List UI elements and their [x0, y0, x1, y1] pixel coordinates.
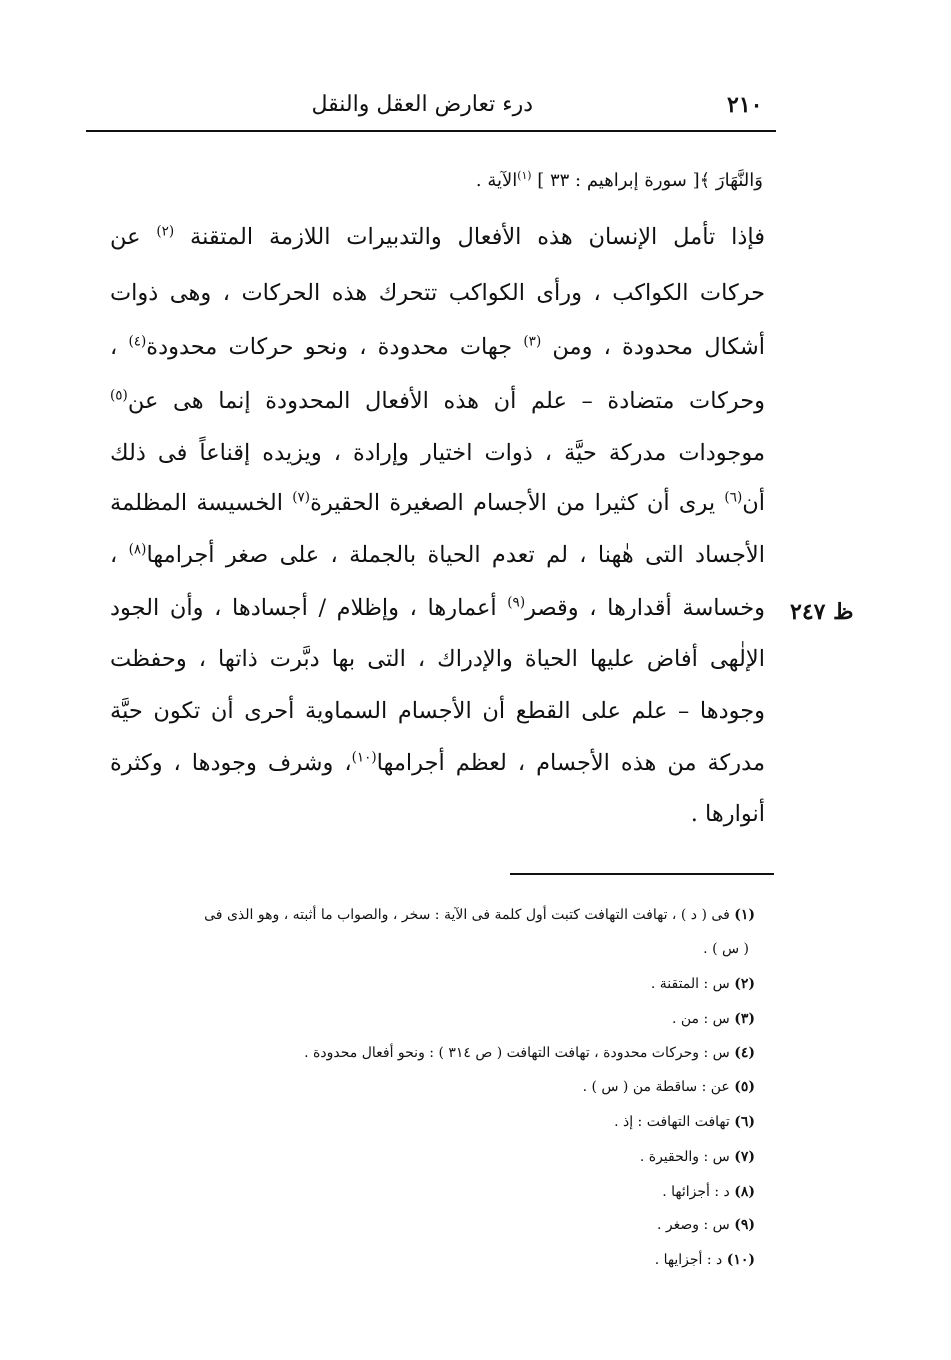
footnote-4: (٤) س : وحركات محدودة ، تهافت التهافت ( ص ٣١٤ ) : ونحو أفعال محدودة .	[304, 1045, 755, 1061]
footnote-2: (٢) س : المتقنة .	[650, 976, 755, 992]
body-line-3: حركات الكواكب ، ورأى الكواكب تتحرك هذه الحركات ، وهى ذوات	[110, 280, 765, 306]
body-line-9: وخساسة أقدارها ، وقصر$^{(٩)}$ أعمارها ، وإظلام / أجسادها ، وأن الجود	[110, 594, 766, 621]
body-line-8: الأجساد التى هٰهنا ، لم تعدم الحياة بالجملة ، على صغر أجرامها$^{(٨)}$ ،	[110, 541, 765, 568]
body-line-1: وَالنَّهَارَ ﴾[ سورة إبراهيم : ٣٣ ] $^{(١)}$الآية .	[475, 169, 763, 191]
body-line-13: أنوارها .	[690, 801, 765, 827]
footnote-ref-9: (٩)	[507, 594, 526, 611]
footnote-3: (٣) س : من .	[672, 1011, 755, 1027]
body-line-10: الإلٰهى أفاض عليها الحياة والإدراك ، التى بها دبَّرت ذاتها ، وحفظت	[110, 646, 765, 672]
footnote-ref-10: (١٠)	[351, 749, 377, 766]
body-line-5: وحركات متضادة – علم أن هذه الأفعال المحدودة إنما هى عن$^{(٥)}$	[110, 387, 765, 414]
footnote-1-cont: ( س ) .	[703, 941, 749, 957]
body-line-12: مدركة من هذه الأجسام ، لعظم أجرامها$^{(١٠)}$، وشرف وجودها ، وكثرة	[110, 749, 765, 776]
page-number: ٢١٠	[727, 92, 763, 118]
running-title: درء تعارض العقل والنقل	[311, 92, 533, 117]
footnote-ref-8: (٨)	[128, 541, 147, 558]
footnote-1: (١) فى ( د ) ، تهافت التهافت كتبت أول كلمة فى الآية : سخر ، والصواب ما أثبته ، وهو الذى فى	[204, 907, 755, 923]
footnote-7: (٧) س : والحقيرة .	[639, 1149, 755, 1165]
footnote-ref-3: (٣)	[523, 333, 542, 350]
header-rule	[86, 130, 776, 132]
footnote-8: (٨) د : أجزائها .	[662, 1184, 755, 1200]
footnote-9: (٩) س : وصغر .	[657, 1217, 755, 1233]
footnote-5: (٥) عن : ساقطة من ( س ) .	[582, 1079, 755, 1095]
footnote-ref-7: (٧)	[292, 489, 311, 506]
body-line-7: أن$^{(٦)}$ يرى أن كثيرا من الأجسام الصغيرة الحقيرة$^{(٧)}$ الخسيسة المظلمة	[110, 489, 766, 516]
margin-reference: ظ ٢٤٧	[790, 599, 854, 625]
body-line-6: موجودات مدركة حيَّة ، ذوات اختيار وإرادة ، ويزيده إقناعاً فى ذلك	[110, 440, 765, 466]
footnote-ref-1: (١)	[517, 169, 532, 182]
footnote-ref-4: (٤)	[128, 333, 147, 350]
footnote-rule	[510, 873, 774, 875]
body-line-4: أشكال محدودة ، ومن $^{(٣)}$ جهات محدودة ، ونحو حركات محدودة$^{(٤)}$ ،	[110, 333, 766, 360]
footnote-ref-6: (٦)	[724, 489, 743, 506]
body-line-2: فإذا تأمل الإنسان هذه الأفعال والتدبيرات اللازمة المتقنة $^{(٢)}$ عن	[110, 223, 765, 250]
body-line-11: وجودها – علم على القطع أن الأجسام السماوية أحرى أن تكون حيَّة	[110, 698, 765, 724]
footnote-6: (٦) تهافت التهافت : إذ .	[614, 1114, 755, 1130]
footnote-ref-5: (٥)	[110, 387, 128, 404]
footnote-10: (١٠) د : أجزايها .	[654, 1252, 755, 1268]
footnote-ref-2: (٢)	[156, 223, 175, 240]
